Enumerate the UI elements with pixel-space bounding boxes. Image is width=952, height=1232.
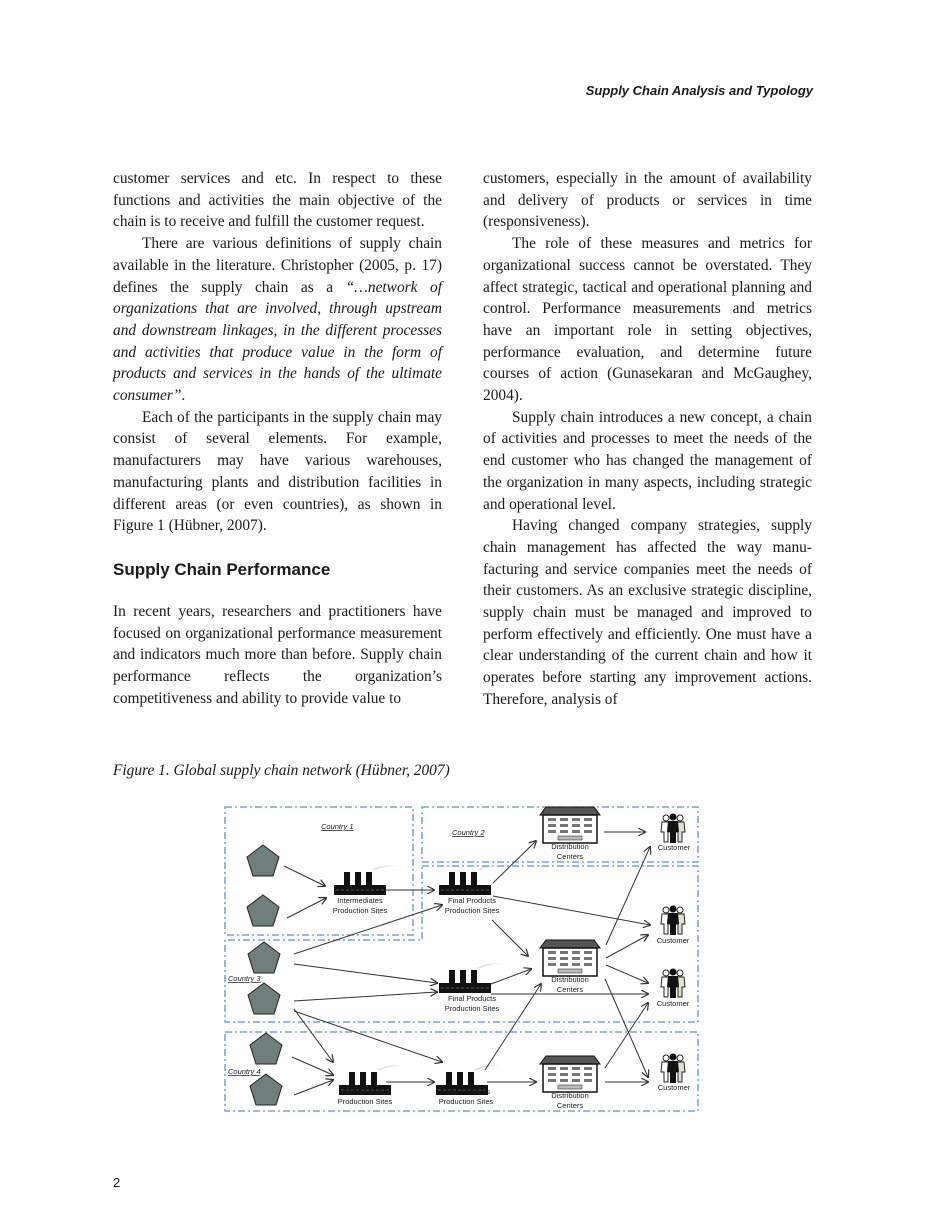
node-label: Production Sites (438, 1097, 494, 1106)
paragraph: Supply chain introduces a new concept, a chain of activities and processes to meet the needs of the end customer who has changed the management of the organization in many aspects, including strategic and operational level. (483, 408, 812, 513)
page-number: 2 (113, 1175, 121, 1190)
paragraph: customer services and etc. In respect to these functions and activities the main objective of the chain is to receive and fulfill the customer request. (113, 170, 442, 231)
node-label: Customer (656, 999, 690, 1008)
node-label: Customer (657, 843, 691, 852)
node-label: Production Sites (337, 1097, 393, 1106)
country-label: Country 3 (228, 974, 261, 983)
node-label: Centers (556, 852, 584, 861)
text: There are various definitions of supply chain available in the literature. Christopher (2005, p. 17) defines the supply chain as a (113, 235, 442, 296)
node-label: Centers (556, 985, 584, 994)
node-label: Customer (657, 1083, 691, 1092)
text: . (181, 387, 186, 405)
node-label: Centers (556, 1101, 584, 1110)
node-label: Production Sites (444, 1004, 500, 1013)
country-boxes (225, 807, 698, 1111)
node-label: Final Products (442, 1087, 490, 1096)
section-heading: Supply Chain Performance (113, 559, 331, 579)
running-head: Supply Chain Analysis and Typology (585, 83, 813, 98)
node-label: Intermediates (342, 1087, 388, 1096)
figure-caption: Figure 1. Global supply chain network (Hübner, 2007) (113, 762, 450, 779)
node-label: Final Products (448, 994, 496, 1003)
node-label: Intermediates (337, 896, 383, 905)
country-label: Country 1 (321, 822, 354, 831)
node-label: Final Products (448, 896, 496, 905)
node-label: Production Sites (332, 906, 388, 915)
node-label: Distribution (551, 842, 589, 851)
paragraph: The role of these measures and metrics for organizational success cannot be overstated. They affect strategic, tactical and operational planning and control. Performance measurements and metrics have an important role in setting objectives, performance evaluation, and determine future courses of action (Gunasekaran and McGaughey, 2004). (483, 235, 812, 405)
quote: “…network of organizations that are involved, through upstream and downstream linkages, in the different processes and activities that produce value in the form of products and services in the hands of the ultimate consumer” (113, 278, 442, 405)
paragraph: customers, especially in the amount of availability and delivery of products or services in time (responsiveness). (483, 170, 812, 231)
node-label: Customer (656, 936, 690, 945)
paragraph: Each of the participants in the supply chain may consist of several elements. For example, manufacturers may have various warehouses, manufacturing plants and distribution facilities in different areas (or even countries), as shown in Figure 1 (Hübner, 2007). (113, 408, 442, 535)
paragraph: Having changed company strategies, supply chain management has affected the way manufacturing and service companies meet the needs of their customers. As an exclusive strategic discipline, supply chain must be managed and improved to perform effectively and efficiently. One must have a clear understanding of the current chain and how it operates before starting any improvement actions. Therefore, analysis of (483, 517, 812, 708)
node-label: Distribution (551, 975, 589, 984)
country-label: Country 4 (228, 1067, 261, 1076)
paragraph: In recent years, researchers and practitioners have focused on organizational performance measurement and indicators much more than before. Supply chain performance reflects the organization’s competitiveness and ability to provide value to (113, 602, 442, 707)
node-label: Distribution (551, 1091, 589, 1100)
country-label: Country 2 (452, 828, 485, 837)
customer-icons (661, 814, 685, 1084)
node-label: Production Sites (444, 906, 500, 915)
